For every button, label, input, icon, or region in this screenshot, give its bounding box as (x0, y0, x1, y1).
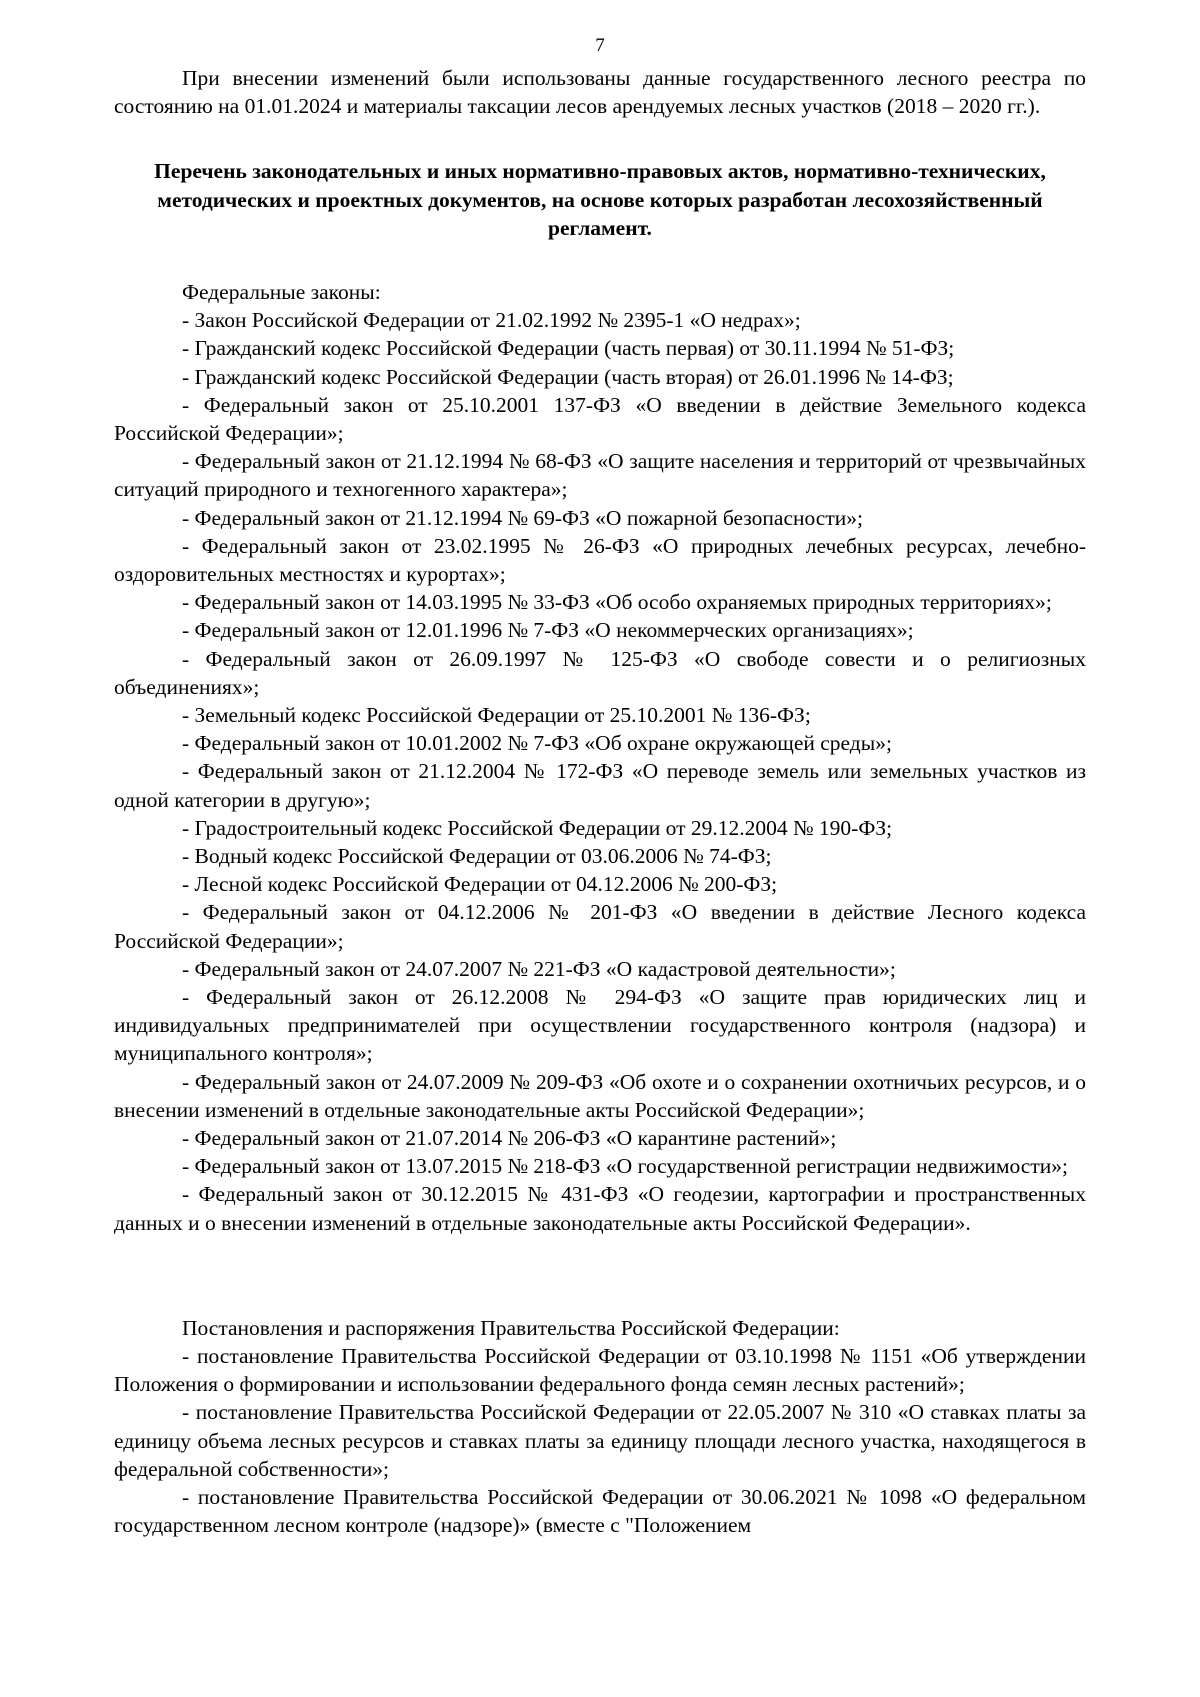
list-item: - Закон Российской Федерации от 21.02.1992 № 2395-1 «О недрах»; (182, 308, 801, 333)
list-item: - постановление Правительства Российской Федерации от 22.05.2007 № 310 «О ставках платы за единицу объема лесных ресурсов и ставках платы за единицу площади лесного участка, находящегося в федеральной собственности»; (114, 1400, 1086, 1481)
list-item: - Федеральный закон от 23.02.1995 № 26-ФЗ «О природных лечебных ресурсах, лечебно-оздоровительных местностях и курортах»; (114, 533, 1086, 586)
list-item: - Федеральный закон от 10.01.2002 № 7-ФЗ «Об охране окружающей среды»; (182, 731, 892, 756)
list-item: - Федеральный закон от 21.07.2014 № 206-ФЗ «О карантине растений»; (182, 1126, 837, 1150)
list-item: - Федеральный закон от 12.01.1996 № 7-ФЗ «О некоммерческих организациях»; (182, 618, 914, 643)
list-item: - Земельный кодекс Российской Федерации от 25.10.2001 № 136-ФЗ; (182, 702, 811, 727)
list-item: - Федеральный закон от 21.12.2004 № 172-ФЗ «О переводе земель или земельных участков из одной категории в другую»; (114, 759, 1086, 812)
list-item: - Федеральный закон от 14.03.1995 № 33-ФЗ «Об особо охраняемых природных территориях»; (182, 590, 1052, 615)
government-acts-list (114, 1342, 1086, 1539)
list-item: - постановление Правительства Российской Федерации от 03.10.1998 № 1151 «Об утверждении Положения о формировании и использовании федерального фонда семян лесных растений»; (114, 1344, 1086, 1397)
list-item: - Водный кодекс Российской Федерации от 03.06.2006 № 74-ФЗ; (182, 843, 772, 868)
list-item: - Федеральный закон от 26.09.1997 № 125-ФЗ «О свободе совести и о религиозных объединениях»; (114, 646, 1086, 699)
list-item: - Федеральный закон от 24.07.2009 № 209-ФЗ «Об охоте и о сохранении охотничьих ресурсов, и о внесении изменений в отдельные законодательные акты Российской Федерации»; (114, 1069, 1086, 1122)
federal-laws-section (114, 278, 1086, 1237)
federal-laws-title: Федеральные законы: (182, 279, 381, 304)
list-item: - Федеральный закон от 21.12.1994 № 69-ФЗ «О пожарной безопасности»; (182, 505, 863, 530)
list-item: - Федеральный закон от 13.07.2015 № 218-ФЗ «О государственной регистрации недвижимости»; (182, 1154, 1068, 1179)
federal-laws-list (114, 306, 1086, 1237)
list-item: - Гражданский кодекс Российской Федерации (часть вторая) от 26.01.1996 № 14-ФЗ; (182, 364, 954, 389)
intro-paragraph: При внесении изменений были использованы данные государственного лесного реестра по состоянию на 01.01.2024 и материалы таксации лесов арендуемых лесных участков (2018 – 2020 гг.). (114, 66, 1086, 119)
list-item: - Лесной кодекс Российской Федерации от 04.12.2006 № 200-ФЗ; (182, 872, 778, 897)
list-item: - Федеральный закон от 24.07.2007 № 221-ФЗ «О кадастровой деятельности»; (182, 956, 896, 981)
list-item: - Федеральный закон от 26.12.2008 № 294-ФЗ «О защите прав юридических лиц и индивидуальных предпринимателей при осуществлении государственного контроля (надзора) и муниципального контроля»; (114, 984, 1086, 1066)
list-item: - Федеральный закон от 21.12.1994 № 68-ФЗ «О защите населения и территорий от чрезвычайных ситуаций природного и техногенного характера»; (114, 449, 1086, 502)
list-item: - Градостроительный кодекс Российской Федерации от 29.12.2004 № 190-ФЗ; (182, 815, 893, 840)
list-item: - Гражданский кодекс Российской Федерации (часть первая) от 30.11.1994 № 51-ФЗ; (182, 336, 955, 361)
government-acts-section (114, 1314, 1086, 1540)
list-item: - постановление Правительства Российской Федерации от 30.06.2021 № 1098 «О федеральном государственном лесном контроле (надзоре)» (вместе с "Положением (114, 1485, 1086, 1538)
government-acts-title: Постановления и распоряжения Правительства Российской Федерации: (182, 1315, 840, 1340)
list-item: - Федеральный закон от 30.12.2015 № 431-ФЗ «О геодезии, картографии и пространственных данных и о внесении изменений в отдельные законодательные акты Российской Федерации». (114, 1182, 1086, 1235)
list-item: - Федеральный закон от 04.12.2006 № 201-ФЗ «О введении в действие Лесного кодекса Российской Федерации»; (114, 900, 1086, 953)
section-heading: Перечень законодательных и иных нормативно-правовых актов, нормативно-технических, методических и проектных документов, на основе которых разработан лесохозяйственный регламент. (154, 159, 1046, 241)
list-item: - Федеральный закон от 25.10.2001 137-ФЗ «О введении в действие Земельного кодекса Российской Федерации»; (114, 392, 1086, 445)
page-number: 7 (595, 35, 605, 56)
